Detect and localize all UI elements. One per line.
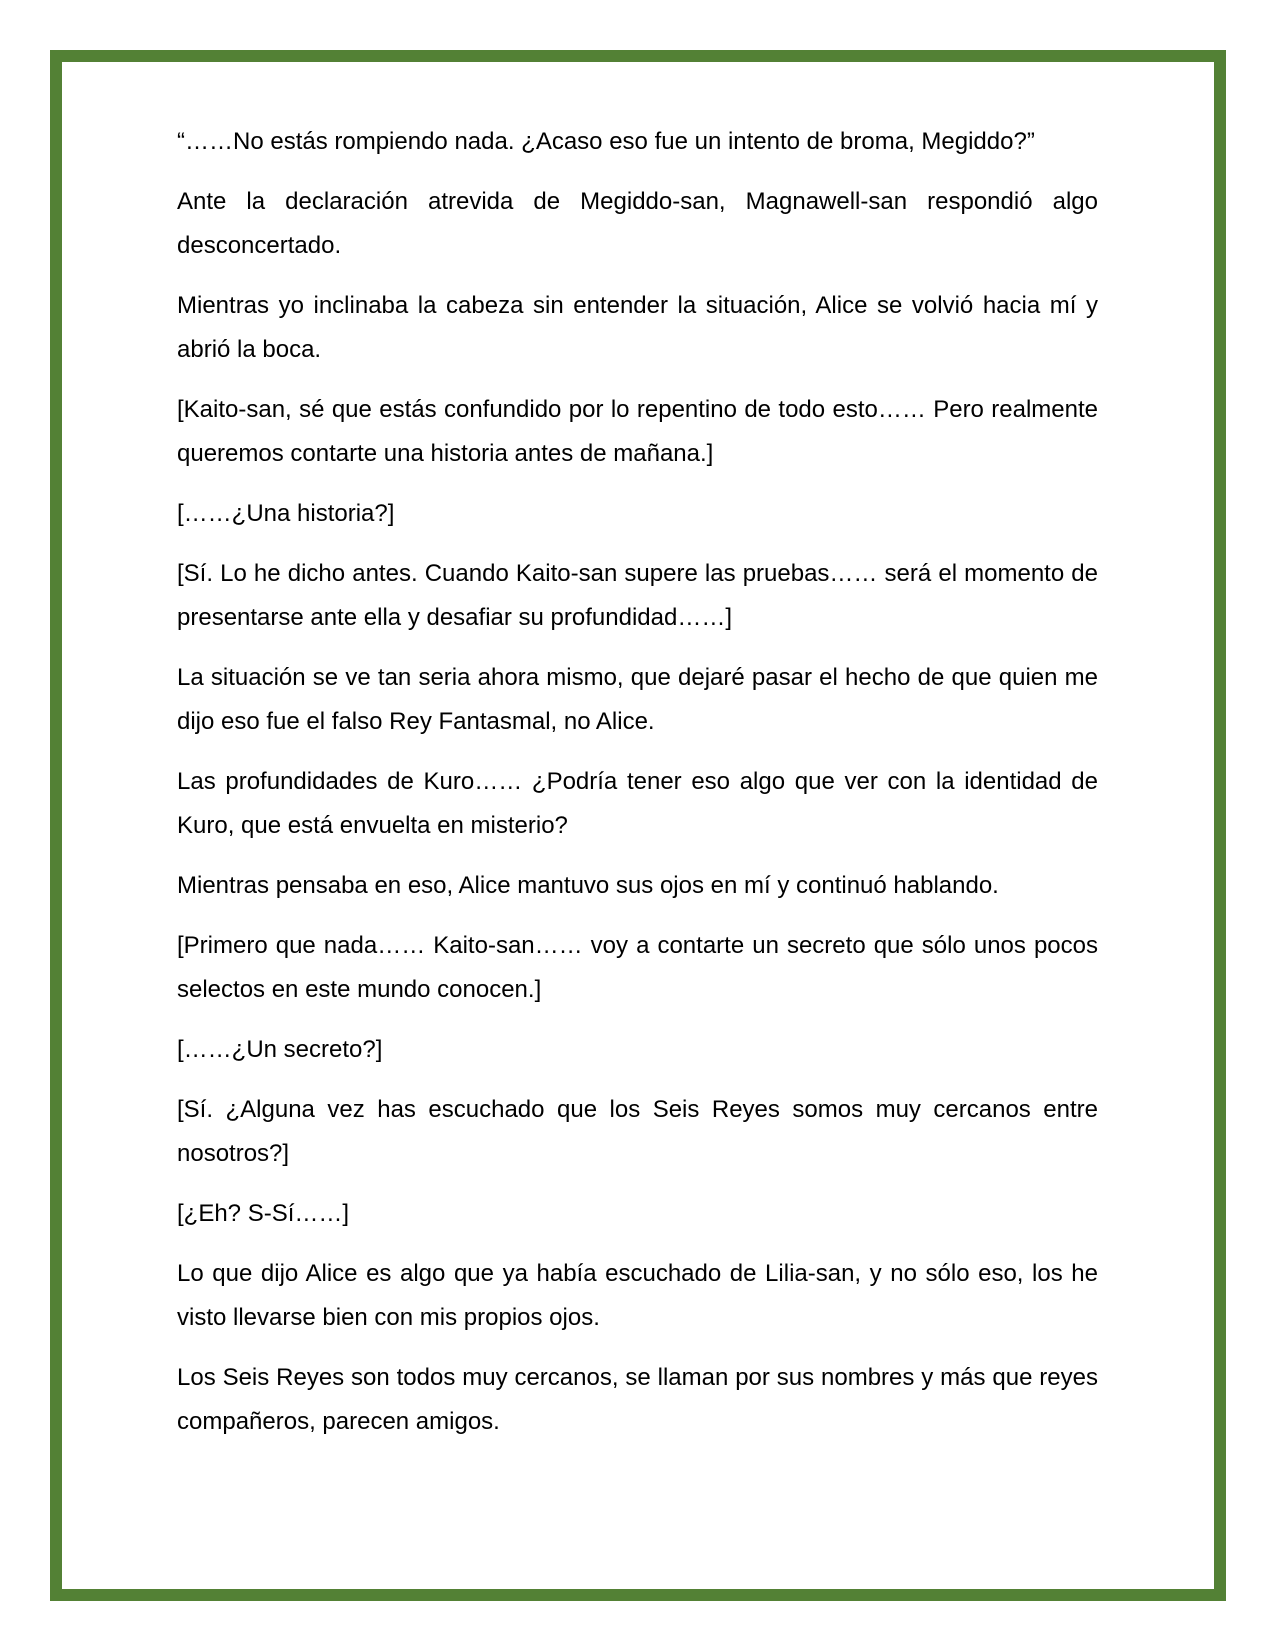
paragraph-8: Las profundidades de Kuro…… ¿Podría tener eso algo que ver con la identidad de Kuro, que está envuelta en misterio?: [177, 768, 1098, 839]
paragraph-3: Mientras yo inclinaba la cabeza sin entender la situación, Alice se volvió hacia mí y abrió la boca.: [177, 292, 1098, 363]
paragraph-12: [Sí. ¿Alguna vez has escuchado que los Seis Reyes somos muy cercanos entre nosotros?]: [177, 1096, 1098, 1167]
document-body: [177, 120, 1098, 1460]
paragraph-1: “……No estás rompiendo nada. ¿Acaso eso fue un intento de broma, Megiddo?”: [177, 128, 1035, 155]
paragraph-10: [Primero que nada…… Kaito-san…… voy a contarte un secreto que sólo unos pocos selectos en este mundo conocen.]: [177, 932, 1098, 1003]
paragraph-4: [Kaito-san, sé que estás confundido por lo repentino de todo esto…… Pero realmente queremos contarte una historia antes de mañana.]: [177, 396, 1098, 467]
paragraph-14: Lo que dijo Alice es algo que ya había escuchado de Lilia-san, y no sólo eso, los he visto llevarse bien con mis propios ojos.: [177, 1260, 1098, 1331]
paragraph-7: La situación se ve tan seria ahora mismo, que dejaré pasar el hecho de que quien me dijo eso fue el falso Rey Fantasmal, no Alice.: [177, 664, 1098, 735]
paragraph-2: Ante la declaración atrevida de Megiddo-san, Magnawell-san respondió algo desconcertado.: [177, 188, 1098, 259]
paragraph-6: [Sí. Lo he dicho antes. Cuando Kaito-san supere las pruebas…… será el momento de presentarse ante ella y desafiar su profundidad……]: [177, 560, 1098, 631]
paragraph-11: [……¿Un secreto?]: [177, 1036, 383, 1063]
paragraph-13: [¿Eh? S-Sí……]: [177, 1200, 350, 1227]
paragraph-5: [……¿Una historia?]: [177, 500, 395, 527]
paragraph-15: Los Seis Reyes son todos muy cercanos, se llaman por sus nombres y más que reyes compañeros, parecen amigos.: [177, 1364, 1098, 1435]
paragraph-9: Mientras pensaba en eso, Alice mantuvo sus ojos en mí y continuó hablando.: [177, 872, 999, 899]
